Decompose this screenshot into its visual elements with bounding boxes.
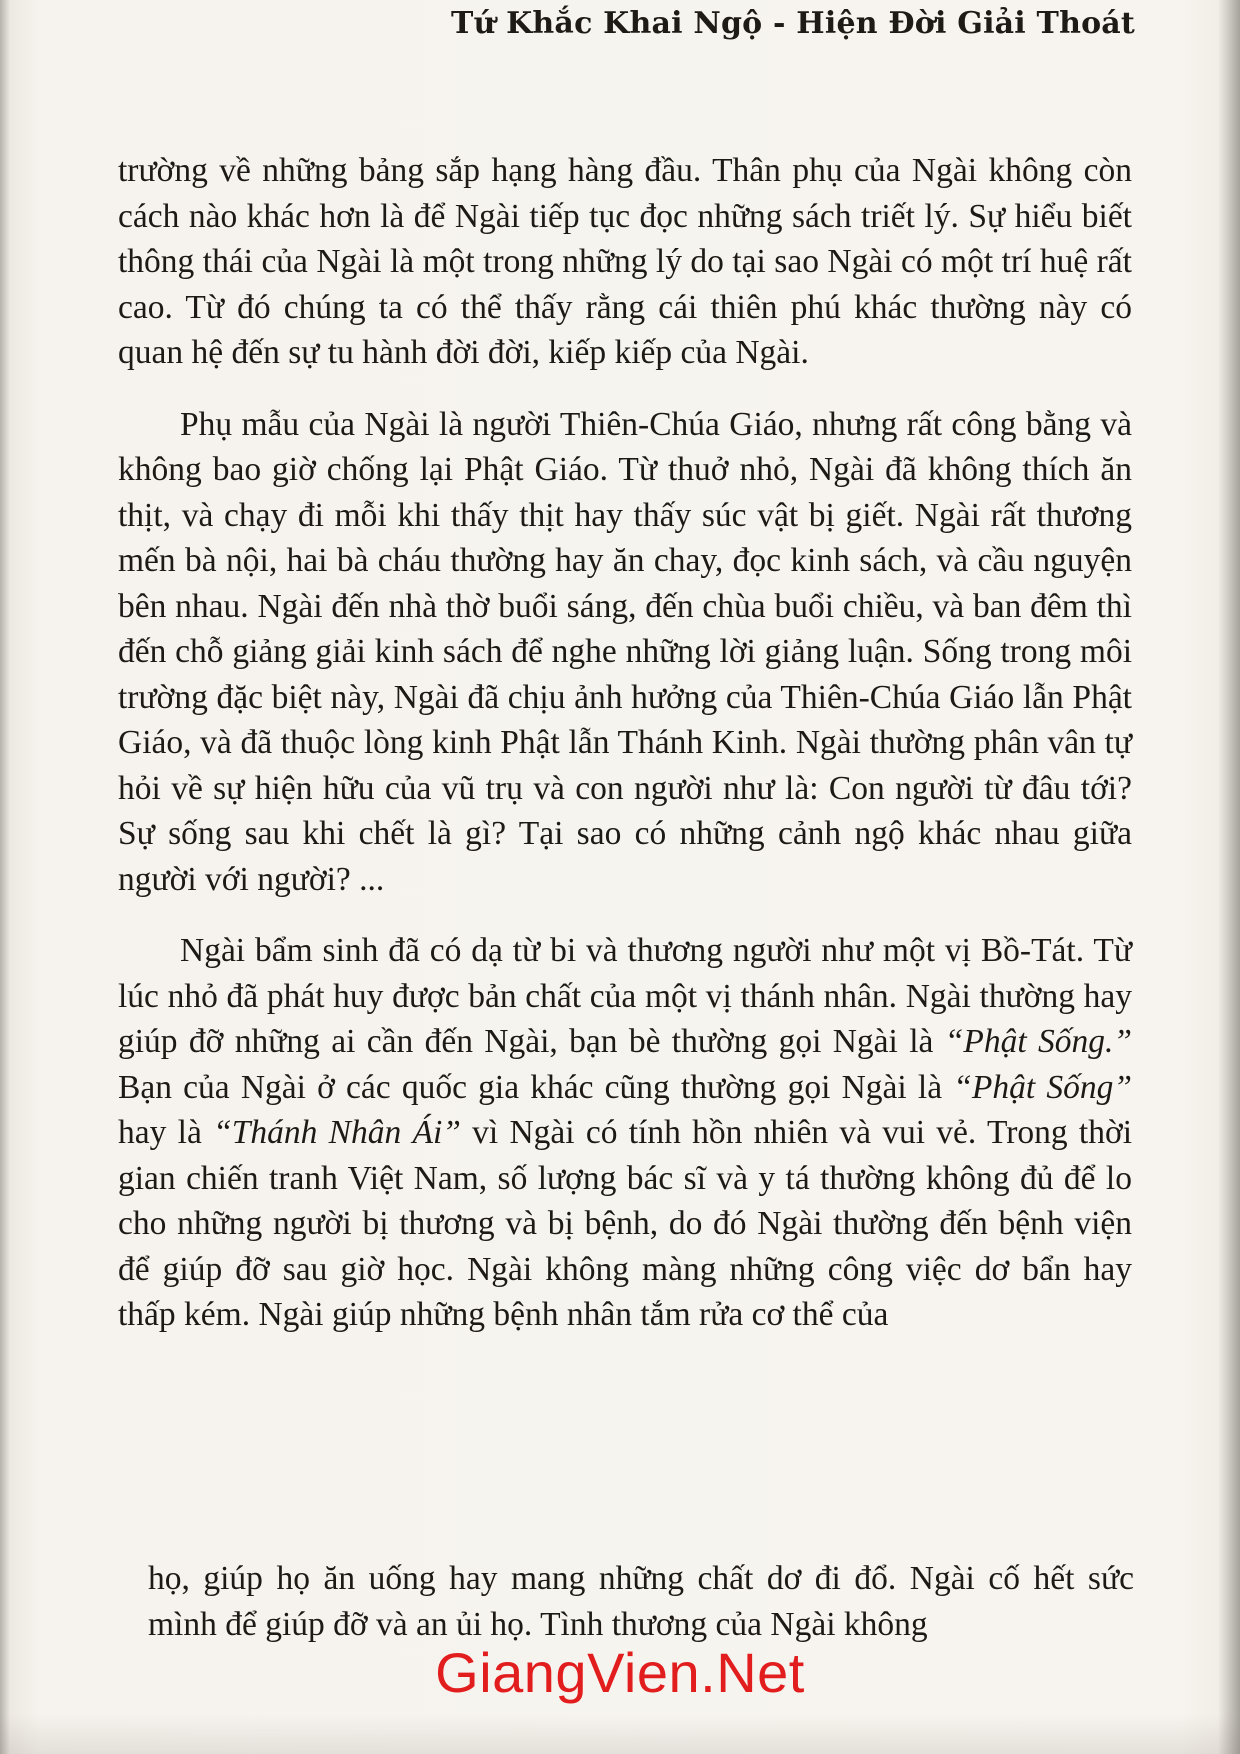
paragraph-1: trường về những bảng sắp hạng hàng đầu. Thân phụ của Ngài không còn cách nào khác hơn là để Ngài tiếp tục đọc những sách triết lý. Sự hiểu biết thông thái của Ngài là một trong những lý do tại sao Ngài có một trí huệ rất cao. Từ đó chúng ta có thể thấy rằng cái thiên phú khác thường này có quan hệ đến sự tu hành đời đời, kiếp kiếp của Ngài. <box>118 152 1132 371</box>
quote-phat-song-2: “Phật Sống” <box>953 1068 1132 1106</box>
paragraph-3 <box>118 928 1132 1338</box>
quote-thanh-nhan-ai: “Thánh Nhân Ái” <box>213 1114 461 1151</box>
paragraph-2: Phụ mẫu của Ngài là người Thiên-Chúa Giáo, nhưng rất công bằng và không bao giờ chống lại Phật Giáo. Từ thuở nhỏ, Ngài đã không thích ăn thịt, và chạy đi mỗi khi thấy thịt hay thấy súc vật bị giết. Ngài rất thương mến bà nội, hai bà cháu thường hay ăn chay, đọc kinh sách, và cầu nguyện bên nhau. Ngài đến nhà thờ buổi sáng, đến chùa buổi chiều, và ban đêm thì đến chỗ giảng giải kinh sách để nghe những lời giảng luận. Sống trong môi trường đặc biệt này, Ngài đã chịu ảnh hưởng của Thiên-Chúa Giáo lẫn Phật Giáo, và đã thuộc lòng kinh Phật lẫn Thánh Kinh. Ngài thường phân vân tự hỏi về sự hiện hữu của vũ trụ và con người như là: Con người từ đâu tới? Sự sống sau khi chết là gì? Tại sao có những cảnh ngộ khác nhau giữa người với người? ... <box>118 405 1132 898</box>
body-text-upper <box>118 148 1132 1338</box>
paragraph-4: họ, giúp họ ăn uống hay mang những chất dơ đi đổ. Ngài cố hết sức mình để giúp đỡ và an ủi họ. Tình thương của Ngài không <box>148 1560 1134 1643</box>
watermark-text: GiangVien.Net <box>435 1641 805 1704</box>
running-header: Tứ Khắc Khai Ngộ - Hiện Đời Giải Thoát <box>450 6 1135 41</box>
page-bottom-shadow <box>0 1714 1240 1754</box>
body-text-lower <box>148 1556 1134 1647</box>
paragraph-3-text-d: vì Ngài có tính hồn nhiên và vui vẻ. Trong thời gian chiến tranh Việt Nam, số lượng bác sĩ và y tá thường không đủ để lo cho những người bị thương và bị bệnh, do đó Ngài thường đến bệnh viện để giúp đỡ sau giờ học. Ngài không màng những công việc dơ bẩn hay thấp kém. Ngài giúp những bệnh nhân tắm rửa cơ thể của <box>118 1114 1132 1333</box>
quote-phat-song-1: “Phật Sống.” <box>944 1023 1132 1060</box>
paragraph-3-text-a: Ngài bẩm sinh đã có dạ từ bi và thương người như một vị Bồ-Tát. Từ lúc nhỏ đã phát huy được bản chất của một vị thánh nhân. Ngài thường hay giúp đỡ những ai cần đến Ngài, bạn bè thường gọi Ngài là <box>118 932 1132 1060</box>
page-left-shadow <box>0 0 10 1754</box>
paragraph-3-text-b: Bạn của Ngài ở các quốc gia khác cũng thường gọi Ngài là <box>118 1068 954 1106</box>
paragraph-3-text-c: hay là <box>118 1114 214 1151</box>
page-right-shadow <box>1218 0 1240 1754</box>
